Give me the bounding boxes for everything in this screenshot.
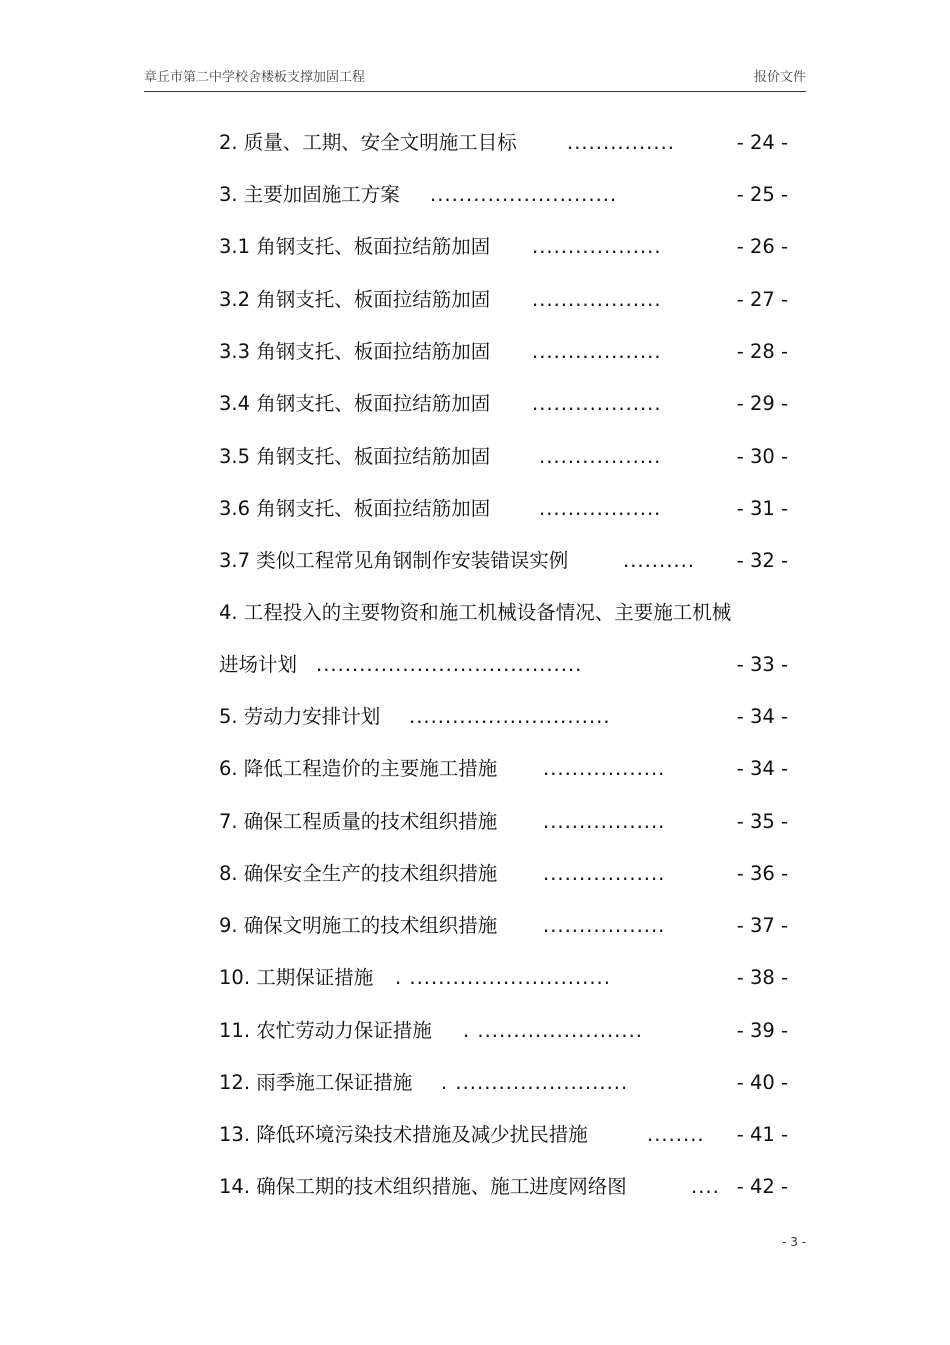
toc-entry[interactable] xyxy=(219,807,666,837)
toc-entry[interactable] xyxy=(219,598,731,628)
toc-entry[interactable] xyxy=(219,1120,705,1150)
toc-entry-leader: ............... xyxy=(567,131,675,154)
toc-entry[interactable] xyxy=(219,1172,720,1202)
toc-entry-page: - 40 - xyxy=(736,1071,788,1094)
toc-entry-page: - 27 - xyxy=(736,288,788,311)
page-number: - 3 - xyxy=(782,1235,806,1249)
toc-entry-page: - 33 - xyxy=(736,653,788,676)
toc-entry[interactable] xyxy=(219,1068,629,1098)
toc-entry[interactable] xyxy=(219,754,666,784)
toc-entry[interactable] xyxy=(219,702,611,732)
toc-entry-leader: .................. xyxy=(532,235,662,258)
toc-entry[interactable] xyxy=(219,180,618,210)
toc-entry-leader: . ....................... xyxy=(463,1019,643,1042)
toc-entry-page: - 31 - xyxy=(736,497,788,520)
toc-entry-page: - 24 - xyxy=(736,131,788,154)
toc-entry-leader: . ........................ xyxy=(441,1071,629,1094)
toc-entry-page: - 36 - xyxy=(736,862,788,885)
toc-entry-title: 3.3 角钢支托、板面拉结筋加固 xyxy=(219,340,491,363)
toc-entry-page: - 34 - xyxy=(736,705,788,728)
toc-entry-page: - 37 - xyxy=(736,914,788,937)
toc-entry[interactable] xyxy=(219,128,675,158)
toc-entry-page: - 32 - xyxy=(736,549,788,572)
toc-entry-title: 12. 雨季施工保证措施 xyxy=(219,1071,413,1094)
toc-entry-leader: ..................................... xyxy=(316,653,583,676)
toc-entry-page: - 35 - xyxy=(736,810,788,833)
header-divider xyxy=(144,91,806,92)
toc-entry-leader: ................. xyxy=(539,445,662,468)
toc-entry-leader: ................. xyxy=(543,757,666,780)
toc-entry-title: 3. 主要加固施工方案 xyxy=(219,183,400,206)
toc-entry-leader: .................. xyxy=(532,288,662,311)
toc-entry-leader: .... xyxy=(691,1175,720,1198)
toc-entry-leader: .......................... xyxy=(430,183,618,206)
toc-entry-page: - 39 - xyxy=(736,1019,788,1042)
toc-entry[interactable] xyxy=(219,494,662,524)
toc-entry-title: 3.7 类似工程常见角钢制作安装错误实例 xyxy=(219,549,569,572)
toc-entry[interactable] xyxy=(219,963,611,993)
toc-entry[interactable] xyxy=(219,650,583,680)
toc-entry-leader: ............................ xyxy=(409,705,611,728)
toc-entry-leader: ........ xyxy=(647,1123,705,1146)
toc-entry-page: - 28 - xyxy=(736,340,788,363)
toc-entry-title: 6. 降低工程造价的主要施工措施 xyxy=(219,757,498,780)
toc-entry-title: 8. 确保安全生产的技术组织措施 xyxy=(219,862,498,885)
toc-entry-page: - 34 - xyxy=(736,757,788,780)
toc-entry-leader: ................. xyxy=(543,810,666,833)
toc-entry-page: - 26 - xyxy=(736,235,788,258)
toc-entry-page: - 38 - xyxy=(736,966,788,989)
toc-entry-page: - 41 - xyxy=(736,1123,788,1146)
toc-entry[interactable] xyxy=(219,232,662,262)
toc-entry-title: 9. 确保文明施工的技术组织措施 xyxy=(219,914,498,937)
toc-entry-title: 3.4 角钢支托、板面拉结筋加固 xyxy=(219,392,491,415)
toc-entry-leader: .................. xyxy=(532,392,662,415)
toc-entry-leader: . ............................ xyxy=(395,966,611,989)
toc-entry-title: 5. 劳动力安排计划 xyxy=(219,705,381,728)
toc-entry-title: 3.2 角钢支托、板面拉结筋加固 xyxy=(219,288,491,311)
header-document-type: 报价文件 xyxy=(753,70,806,85)
header-document-title: 章丘市第二中学校舍楼板支撑加固工程 xyxy=(144,70,366,85)
toc-entry-leader: .......... xyxy=(623,549,695,572)
toc-entry-page: - 25 - xyxy=(736,183,788,206)
toc-entry-title: 3.1 角钢支托、板面拉结筋加固 xyxy=(219,235,491,258)
toc-entry-leader: .................. xyxy=(532,340,662,363)
toc-entry-title: 14. 确保工期的技术组织措施、施工进度网络图 xyxy=(219,1175,627,1198)
toc-entry[interactable] xyxy=(219,389,662,419)
toc-entry[interactable] xyxy=(219,285,662,315)
toc-entry-title: 3.5 角钢支托、板面拉结筋加固 xyxy=(219,445,491,468)
toc-entry-page: - 30 - xyxy=(736,445,788,468)
toc-entry-title: 11. 农忙劳动力保证措施 xyxy=(219,1019,432,1042)
toc-entry-title: 4. 工程投入的主要物资和施工机械设备情况、主要施工机械 xyxy=(219,601,732,624)
toc-entry-leader: ................. xyxy=(543,862,666,885)
toc-entry[interactable] xyxy=(219,546,695,576)
toc-entry[interactable] xyxy=(219,859,666,889)
toc-entry[interactable] xyxy=(219,1016,643,1046)
toc-entry-title: 10. 工期保证措施 xyxy=(219,966,374,989)
toc-entry-title: 进场计划 xyxy=(219,653,298,676)
toc-entry[interactable] xyxy=(219,337,662,367)
toc-entry-title: 7. 确保工程质量的技术组织措施 xyxy=(219,810,498,833)
toc-entry-page: - 29 - xyxy=(736,392,788,415)
toc-entry-page: - 42 - xyxy=(736,1175,788,1198)
toc-entry-title: 2. 质量、工期、安全文明施工目标 xyxy=(219,131,517,154)
toc-entry-title: 3.6 角钢支托、板面拉结筋加固 xyxy=(219,497,491,520)
toc-entry-title: 13. 降低环境污染技术措施及减少扰民措施 xyxy=(219,1123,588,1146)
toc-entry[interactable] xyxy=(219,911,666,941)
toc-entry-leader: ................. xyxy=(543,914,666,937)
toc-entry[interactable] xyxy=(219,442,662,472)
toc-entry-leader: ................. xyxy=(539,497,662,520)
